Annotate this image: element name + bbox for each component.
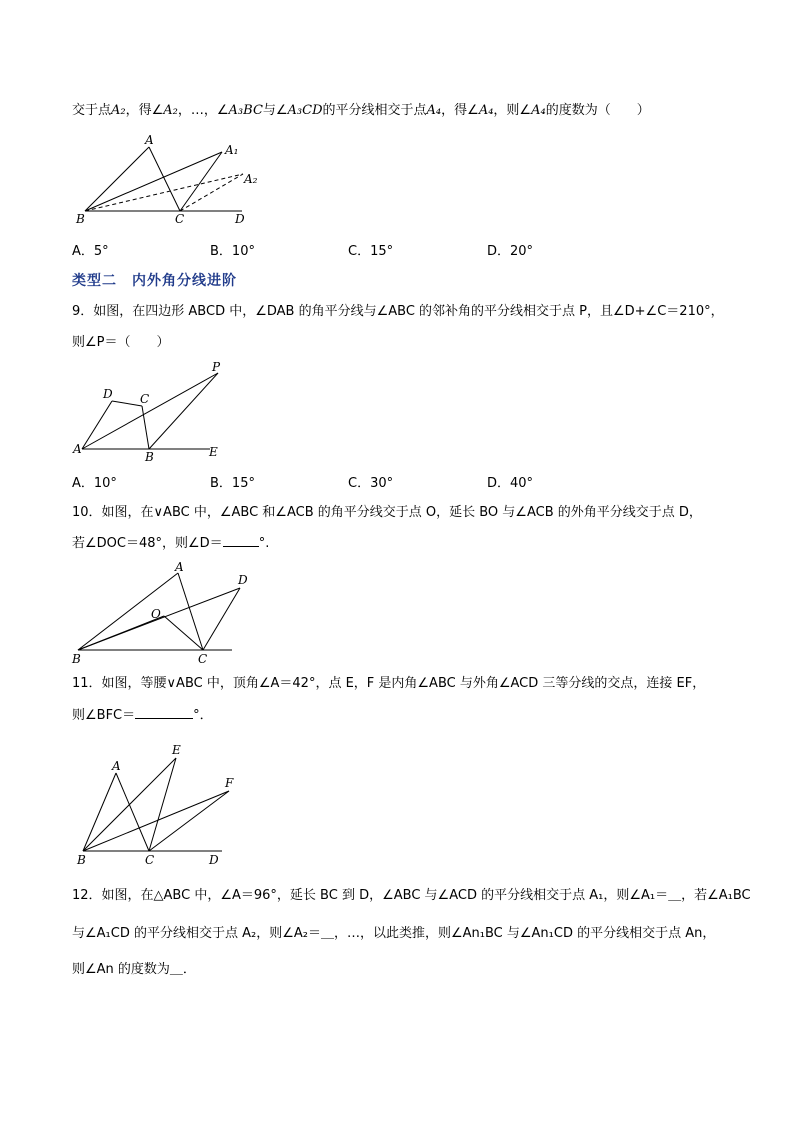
q11-label-B: B [77, 853, 86, 867]
q8-a2: A₂ [111, 103, 126, 118]
q9-figure [72, 360, 272, 465]
q9-option-c: C．30° [348, 476, 394, 491]
q11-figure [72, 742, 272, 867]
q11-line1: 11．如图，等腰∨ABC 中，顶角∠A＝42°，点 E，F 是内角∠ABC 与外角∠ACD 三等分线的交点，连接 EF， [72, 676, 706, 691]
q9-label-P: P [212, 360, 221, 374]
q11-label-F: F [225, 776, 234, 790]
q10-line2: 若∠DOC＝48°，则∠D＝ °. [72, 536, 270, 551]
q10-line1: 10．如图，在∨ABC 中，∠ABC 和∠ACB 的角平分线交于点 O，延长 BO 与∠ACB 的外角平分线交于点 D， [72, 505, 702, 520]
q8-label-C: C [175, 212, 185, 226]
q12-line2: 与∠A₁CD 的平分线相交于点 A₂，则∠A₂＝＿，…，以此类推，则∠An₁BC 与∠An₁CD 的平分线相交于点 An， [72, 926, 716, 941]
q9-line2: 则∠P＝（ ） [72, 335, 170, 350]
q12-line1: 12．如图，在△ABC 中，∠A＝96°，延长 BC 到 D，∠ABC 与∠ACD 的平分线相交于点 A₁，则∠A₁＝＿，若∠A₁BC [72, 888, 751, 903]
q10-label-D: D [238, 573, 248, 587]
q11-label-D: D [209, 853, 219, 867]
q11-label-E: E [172, 743, 181, 757]
q9-label-D: D [103, 387, 113, 401]
q10-label-A: A [175, 560, 184, 574]
q10-label-B: B [72, 652, 81, 666]
q12-line3: 则∠An 的度数为＿． [72, 962, 196, 977]
q9-label-B: B [145, 450, 154, 464]
q8-option-d: D．20° [487, 244, 534, 259]
q9-option-a: A．10° [72, 476, 117, 491]
q10-figure [72, 560, 272, 670]
q8-option-c: C．15° [348, 244, 394, 259]
q8-label-A: A [145, 133, 154, 147]
q11-answer-blank[interactable] [135, 706, 193, 719]
q8-label-B: B [76, 212, 85, 226]
q8-label-A2: A₂ [244, 172, 258, 186]
q9-option-d: D．40° [487, 476, 534, 491]
q9-label-A: A [73, 442, 82, 456]
q8-line1: 交于点A₂，得∠A₂，…，∠A₃BC与∠A₃CD的平分线相交于点A₄，得∠A₄，则∠A₄的度数为（ ） [72, 103, 650, 118]
q11-label-C: C [145, 853, 155, 867]
q11-line2: 则∠BFC＝ °． [72, 708, 213, 723]
q9-line1: 9．如图，在四边形 ABCD 中，∠DAB 的角平分线与∠ABC 的邻补角的平分线相交于点 P，且∠D+∠C＝210°， [72, 304, 724, 319]
q8-label-A1: A₁ [225, 143, 239, 157]
q10-label-O: O [151, 607, 161, 621]
q8-figure [72, 130, 272, 230]
q9-option-b: B．15° [210, 476, 255, 491]
q11-label-A: A [112, 759, 121, 773]
section-heading: 类型二 内外角分线进阶 [72, 273, 237, 289]
q9-label-C: C [140, 392, 150, 406]
q9-label-E: E [209, 445, 218, 459]
q8-option-b: B．10° [210, 244, 255, 259]
q8-label-D: D [235, 212, 245, 226]
q10-answer-blank[interactable] [223, 534, 259, 547]
q10-label-C: C [198, 652, 208, 666]
q8-option-a: A．5° [72, 244, 109, 259]
